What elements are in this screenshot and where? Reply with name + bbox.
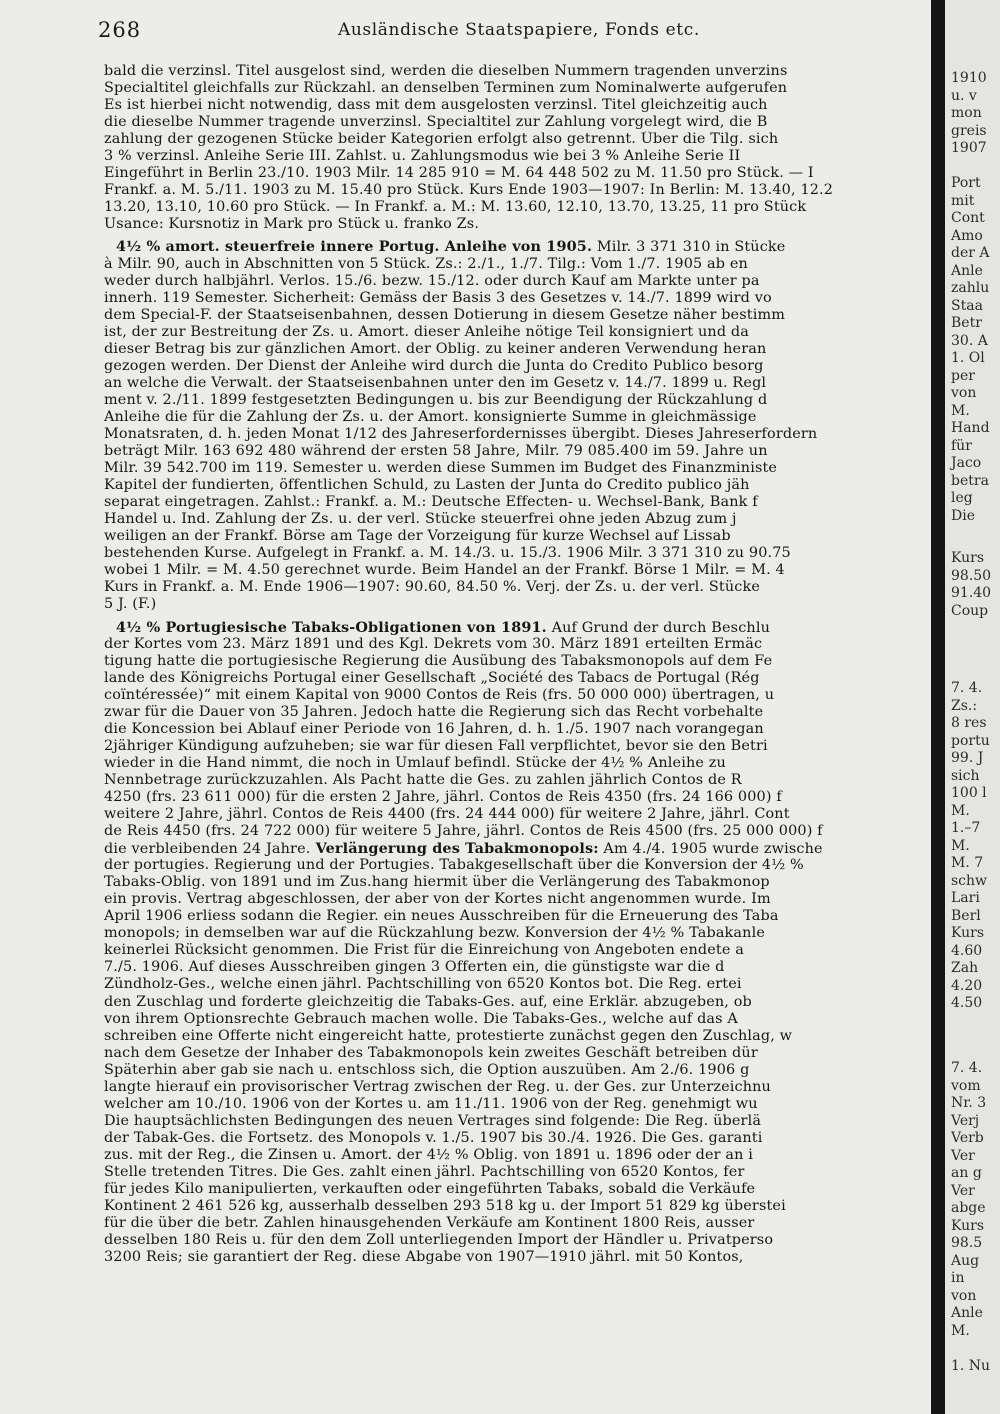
text-line <box>104 1028 930 1045</box>
line-text: der Kortes vom 23. März 1891 und des Kgl. Dekrets vom 30. März 1891 erteilten Ermäc <box>104 635 763 652</box>
neighbor-text-fragment: Zs.: <box>951 698 978 714</box>
line-text: dem Special-F. der Staatseisenbahnen, dessen Dotierung in diesem Gesetze näher bestimm <box>104 306 786 323</box>
line-text: von ihrem Optionsrechte Gebrauch machen wolle. Die Tabaks-Ges., welche auf das A <box>104 1010 738 1027</box>
text-line <box>104 1181 930 1198</box>
text-line <box>104 772 930 789</box>
neighbor-text-fragment: 1.–7 <box>951 820 981 836</box>
text-line <box>104 80 930 97</box>
neighbor-text-fragment: M. <box>951 838 970 854</box>
text-line <box>104 341 930 358</box>
neighbor-text-fragment: Port <box>951 175 981 191</box>
line-text: 2jähriger Kündigung aufzuheben; sie war für diesen Fall verpflichtet, bevor sie den Betri <box>104 737 768 754</box>
line-text-tail: Auf Grund der durch Beschlu <box>546 619 770 636</box>
neighbor-text-fragment: leg <box>951 490 973 506</box>
line-text-tail: Milr. 3 371 310 in Stücke <box>592 239 786 256</box>
text-line <box>104 1130 930 1147</box>
neighbor-text-fragment: Verj <box>951 1113 980 1129</box>
neighbor-text-fragment: 4.60 <box>951 943 983 959</box>
neighbor-text-fragment: Ver <box>951 1148 975 1164</box>
line-text: April 1906 erliess sodann die Regier. ein neues Ausschreiben für die Erneuerung des Taba <box>104 908 779 925</box>
neighbor-text-fragment: Betr <box>951 315 982 331</box>
text-line <box>104 392 930 409</box>
neighbor-text-fragment: 100 l <box>951 785 987 801</box>
line-text: bald die verzinsl. Titel ausgelost sind, werden die dieselben Nummern tragenden unverzins <box>104 63 788 79</box>
neighbor-text-fragment: Jaco <box>951 455 982 471</box>
line-text: Monatsraten, d. h. jeden Monat 1/12 des Jahreserfordernisses übergibt. Dieses Jahreserfordern <box>104 425 818 442</box>
inline-heading: Verlängerung des Tabakmonopols: <box>310 840 599 858</box>
line-text: tigung hatte die portugiesische Regierung die Ausübung des Tabaksmonopols auf dem Fe <box>104 652 773 669</box>
line-text: Frankf. a. M. 5./11. 1903 zu M. 15.40 pro Stück. Kurs Ende 1903—1907: In Berlin: M. 13.40, 12.2 <box>104 182 834 199</box>
text-line <box>104 1062 930 1079</box>
text-line <box>104 596 930 613</box>
text-line <box>104 131 930 148</box>
line-text: Usance: Kursnotiz in Mark pro Stück u. franko Zs. <box>104 216 480 233</box>
text-line <box>104 721 930 738</box>
text-line <box>104 273 930 290</box>
text-line <box>104 182 930 199</box>
line-text: der Tabak-Ges. die Fortsetz. des Monopols v. 1./5. 1907 bis 30./4. 1926. Die Ges. garanti <box>104 1129 763 1146</box>
neighbor-text-fragment: Berl <box>951 908 981 924</box>
line-text: weiligen an der Frankf. Börse am Tage der Vorzeigung für kurze Wechsel auf Lissab <box>104 528 731 545</box>
neighbor-text-fragment: 4.20 <box>951 978 983 994</box>
text-line <box>104 942 930 959</box>
text-line <box>104 619 930 636</box>
text-line <box>104 528 930 545</box>
neighbor-text-fragment: 91.40 <box>951 585 992 601</box>
line-text: Stelle tretenden Titres. Die Ges. zahlt einen jährl. Pachtschilling von 6520 Kontos, fer <box>104 1164 745 1180</box>
neighbor-text-fragment: 98.50 <box>951 568 992 584</box>
text-line <box>104 1215 930 1232</box>
line-text: 13.20, 13.10, 10.60 pro Stück. — In Frankf. a. M.: M. 13.60, 12.10, 13.70, 13.25, 11 pro Stück <box>104 199 807 216</box>
line-text: 7./5. 1906. Auf dieses Ausschreiben gingen 3 Offerten ein, die günstigste war die d <box>104 959 725 976</box>
line-text: Kapitel der fundierten, öffentlichen Schuld, zu Lasten der Junta do Credito publico jäh <box>104 477 750 494</box>
text-line <box>104 511 930 528</box>
line-text: Kurs in Frankf. a. M. Ende 1906—1907: 90.60, 84.50 %. Verj. der Zs. u. der verl. Stücke <box>104 579 760 596</box>
text-line <box>104 409 930 426</box>
text-line <box>104 426 930 443</box>
text-line <box>104 375 930 392</box>
neighbor-text-fragment: Lari <box>951 890 980 906</box>
neighbor-text-fragment: an g <box>951 1165 982 1181</box>
text-line <box>104 148 930 165</box>
text-line <box>104 755 930 772</box>
text-line <box>104 994 930 1011</box>
text-line <box>104 97 930 114</box>
neighbor-text-fragment: greis <box>951 123 987 139</box>
line-text: weder durch halbjährl. Verlos. 15./6. bezw. 15./12. oder durch Kauf am Markte unter pa <box>104 272 760 289</box>
line-text: 3200 Reis; sie garantiert der Reg. diese Abgabe von 1907—1910 jährl. mit 50 Kontos, <box>104 1249 744 1266</box>
neighbor-text-fragment: Kurs <box>951 925 985 941</box>
text-line <box>104 636 930 653</box>
line-text: dieser Betrag bis zur gänzlichen Amort. der Oblig. zu keiner anderen Verwendung heran <box>104 340 767 357</box>
line-text: 5 J. (F.) <box>104 596 157 613</box>
running-head: Ausländische Staatspapiere, Fonds etc. <box>338 20 700 40</box>
line-text: Die hauptsächlichsten Bedingungen des neuen Vertrages sind folgende: Die Reg. überlä <box>104 1112 762 1129</box>
line-text: 4250 (frs. 23 611 000) für die ersten 2 Jahre, jährl. Contos de Reis 4350 (frs. 24 166 000) f <box>104 788 782 805</box>
neighbor-text-fragment: Nr. 3 <box>951 1095 987 1111</box>
neighbor-text-fragment: 30. A <box>951 333 988 349</box>
line-text: schreiben eine Offerte nicht eingereicht hatte, protestierte zunächst gegen den Zuschlag, w <box>104 1027 793 1044</box>
line-text: nach dem Gesetze der Inhaber des Tabakmonopols kein zweites Geschäft betreiben dür <box>104 1044 758 1061</box>
line-text: separat eingetragen. Zahlst.: Frankf. a. M.: Deutsche Effecten- u. Wechsel-Bank, Bank f <box>104 494 758 511</box>
neighbor-text-fragment: 8 res <box>951 715 987 731</box>
section-heading: 4½ % Portugiesische Tabaks-Obligationen von 1891. <box>116 618 547 636</box>
neighbor-text-fragment: der A <box>951 245 990 261</box>
text-line <box>104 545 930 562</box>
text-line <box>104 891 930 908</box>
line-text: Kontinent 2 461 526 kg, ausserhalb desselben 293 518 kg u. der Import 51 829 kg überstei <box>104 1198 786 1215</box>
text-line <box>104 1079 930 1096</box>
line-text: Nennbetrage zurückzuzahlen. Als Pacht hatte die Ges. zu zahlen jährlich Contos de R <box>104 771 742 788</box>
line-text: zus. mit der Reg., die Zinsen u. Amort. der 4½ % Oblig. von 1891 u. 1896 oder der an i <box>104 1146 753 1163</box>
line-text: beträgt Milr. 163 692 480 während der ersten 58 Jahre, Milr. 79 085.400 im 59. Jahre un <box>104 443 768 460</box>
line-text: wieder in die Hand nimmt, die noch in Umlauf befindl. Stücke der 4½ % Anleihe zu <box>104 754 726 771</box>
neighbor-text-fragment: 7. 4. <box>951 1060 983 1076</box>
text-line <box>104 840 930 857</box>
neighbor-text-fragment: 99. J <box>951 750 984 766</box>
text-line <box>104 823 930 840</box>
line-text: ment v. 2./11. 1899 festgesetzten Bedingungen u. bis zur Beendigung der Rückzahlung d <box>104 391 768 408</box>
line-text: monopols; in demselben war auf die Rückzahlung bezw. Konversion der 4½ % Tabakanle <box>104 925 765 942</box>
neighbor-text-fragment: portu <box>951 733 990 749</box>
text-line <box>104 1096 930 1113</box>
neighbor-text-fragment: 1907 <box>951 140 987 156</box>
neighbor-text-fragment: mit <box>951 193 975 209</box>
neighbor-text-fragment: zahlu <box>951 280 990 296</box>
line-text: keinerlei Rücksicht genommen. Die Frist für die Einreichung von Angeboten endete a <box>104 942 744 959</box>
neighbor-text-fragment: Coup <box>951 603 989 619</box>
neighbor-text-fragment: 7. 4. <box>951 680 983 696</box>
neighbor-text-fragment: Staa <box>951 298 983 314</box>
text-line <box>104 1232 930 1249</box>
text-line <box>104 1045 930 1062</box>
neighbor-text-fragment: per <box>951 368 975 384</box>
neighbor-text-fragment: für <box>951 438 972 454</box>
line-text: 3 % verzinsl. Anleihe Serie III. Zahlst. u. Zahlungsmodus wie bei 3 % Anleihe Serie II <box>104 148 741 165</box>
neighbor-text-fragment: Amo <box>951 228 983 244</box>
neighbor-text-fragment: M. <box>951 803 970 819</box>
line-text: den Zuschlag und forderte gleichzeitig die Tabaks-Ges. auf, eine Erklär. abzugeben, ob <box>104 993 752 1010</box>
line-text: der portugies. Regierung und der Portugies. Tabakgesellschaft über die Konversion der 4½ % <box>104 857 804 874</box>
text-line <box>104 1249 930 1266</box>
line-text: de Reis 4450 (frs. 24 722 000) für weitere 5 Jahre, jährl. Contos de Reis 4500 (frs. 25 000 000) f <box>104 823 823 840</box>
neighbor-text-fragment: Zah <box>951 960 979 976</box>
text-line <box>104 307 930 324</box>
line-text: Es ist hierbei nicht notwendig, dass mit dem ausgelosten verzinsl. Titel gleichzeitig auch <box>104 97 768 114</box>
text-line <box>104 670 930 687</box>
body-text <box>104 63 930 1266</box>
line-text: wobei 1 Milr. = M. 4.50 gerechnet wurde. Beim Handel an der Frankf. Börse 1 Milr. = M. 4 <box>104 562 785 579</box>
text-line <box>104 216 930 233</box>
neighbor-text-fragment: 4.50 <box>951 995 983 1011</box>
line-text: die dieselbe Nummer tragende unverzinsl. Specialtitel zur Zahlung vorgelegt wird, die B <box>104 114 768 131</box>
line-text: welcher am 10./10. 1906 von der Kortes u. am 11./11. 1906 von der Reg. genehmigt wu <box>104 1095 758 1112</box>
text-line <box>104 687 930 704</box>
line-text: die verbleibenden 24 Jahre. <box>104 841 311 858</box>
line-text: lande des Königreichs Portugal einer Gesellschaft „Société des Tabacs de Portugal (Rég <box>104 669 760 686</box>
text-line <box>104 494 930 511</box>
text-line <box>104 908 930 925</box>
neighbor-text-fragment: Kurs <box>951 550 985 566</box>
neighbor-text-fragment: Die <box>951 508 975 524</box>
neighbor-text-fragment: abge <box>951 1200 986 1216</box>
adjacent-page-fragment <box>945 0 1000 1414</box>
line-text: Milr. 39 542.700 im 119. Semester u. werden diese Summen im Budget des Finanzministe <box>104 460 778 477</box>
text-line <box>104 562 930 579</box>
line-text: für die über die betr. Zahlen hinausgehenden Verkäufe am Kontinent 1800 Reis, ausser <box>104 1215 755 1232</box>
neighbor-text-fragment: Kurs <box>951 1218 985 1234</box>
text-line <box>104 1147 930 1164</box>
text-line <box>104 789 930 806</box>
line-text: ein provis. Vertrag abgeschlossen, der aber von der Kortes nicht angenommen wurde. Im <box>104 891 771 908</box>
line-text: gezogen werden. Der Dienst der Anleihe wird durch die Junta do Credito Publico besorg <box>104 357 764 374</box>
line-text: Tabaks-Oblig. von 1891 und im Zus.hang hiermit über die Verlängerung des Tabakmonop <box>104 874 770 891</box>
line-text: an welche die Verwalt. der Staatseisenbahnen unter den im Gesetz v. 14./7. 1899 u. Regl <box>104 374 767 391</box>
neighbor-text-fragment: Hand <box>951 420 990 436</box>
text-line <box>104 704 930 721</box>
text-line <box>104 1198 930 1215</box>
line-text: zwar für die Dauer von 35 Jahren. Jedoch hatte die Regierung sich das Recht vorbehalte <box>104 703 764 720</box>
neighbor-text-fragment: mon <box>951 105 982 121</box>
text-line <box>104 874 930 891</box>
text-line <box>104 199 930 216</box>
line-text: weitere 2 Jahre, jährl. Contos de Reis 4400 (frs. 24 444 000) für weitere 2 Jahre, jährl. Cont <box>104 806 790 823</box>
line-text: Zündholz-Ges., welche einen jährl. Pachtschilling von 6520 Kontos bot. Die Reg. ertei <box>104 976 742 993</box>
text-line <box>104 238 930 255</box>
line-text: Handel u. Ind. Zahlung der Zs. u. der verl. Stücke steuerfrei ohne jeden Abzug zum j <box>104 511 737 528</box>
neighbor-text-fragment: betra <box>951 473 989 489</box>
text-line <box>104 738 930 755</box>
neighbor-text-fragment: Anle <box>951 263 983 279</box>
neighbor-text-fragment: schw <box>951 873 988 889</box>
neighbor-text-fragment: Ver <box>951 1183 975 1199</box>
text-line <box>104 114 930 131</box>
text-line <box>104 477 930 494</box>
line-text: à Milr. 90, auch in Abschnitten von 5 Stück. Zs.: 2./1., 1./7. Tilg.: Vom 1./7. 1905 ab en <box>104 255 748 272</box>
line-text: bestehenden Kurse. Aufgelegt in Frankf. a. M. 14./3. u. 15./3. 1906 Milr. 3 371 310 zu 90.75 <box>104 545 791 562</box>
section-heading: 4½ % amort. steuerfreie innere Portug. Anleihe von 1905. <box>116 238 593 256</box>
text-line <box>104 324 930 341</box>
text-line <box>104 256 930 273</box>
text-line <box>104 443 930 460</box>
neighbor-text-fragment: u. v <box>951 88 977 104</box>
neighbor-text-fragment: 1910 <box>951 70 987 86</box>
neighbor-text-fragment: vom <box>951 1078 981 1094</box>
line-text: innerh. 119 Semester. Sicherheit: Gemäss der Basis 3 des Gesetzes v. 14./7. 1899 wird vo <box>104 289 772 306</box>
line-text: Eingeführt in Berlin 23./10. 1903 Milr. 14 285 910 = M. 64 448 502 zu M. 11.50 pro Stück. — I <box>104 165 814 182</box>
page-number: 268 <box>98 18 142 42</box>
neighbor-text-fragment: von <box>951 385 977 401</box>
line-text: langte hierauf ein provisorischer Vertrag zwischen der Reg. u. der Ges. zur Unterzeichnu <box>104 1078 771 1095</box>
neighbor-text-fragment: M. <box>951 403 970 419</box>
text-line <box>104 857 930 874</box>
page-header <box>98 18 898 48</box>
neighbor-text-fragment: sich <box>951 768 980 784</box>
line-text: zahlung der gezogenen Stücke beider Kategorien erfolgt also getrennt. Über die Tilg. sich <box>104 131 779 148</box>
text-line <box>104 925 930 942</box>
line-text: desselben 180 Reis u. für den dem Zoll unterliegenden Import der Händler u. Privatperso <box>104 1232 774 1249</box>
neighbor-text-fragment: in <box>951 1270 965 1286</box>
text-line <box>104 290 930 307</box>
text-line <box>104 1113 930 1130</box>
text-line <box>104 165 930 182</box>
neighbor-text-fragment: M. <box>951 1323 970 1339</box>
neighbor-text-fragment: Anle <box>951 1305 983 1321</box>
neighbor-text-fragment: M. 7 <box>951 855 984 871</box>
line-text: die Koncession bei Ablauf einer Periode von 16 Jahren, d. h. 1./5. 1907 nach vorangegan <box>104 720 764 737</box>
neighbor-text-fragment: 98.5 <box>951 1235 983 1251</box>
line-text: ist, der zur Bestreitung der Zs. u. Amort. dieser Anleihe nötige Teil konsigniert und da <box>104 323 750 340</box>
neighbor-text-fragment: 1. Nu <box>951 1358 991 1374</box>
line-text: coïntéressée)“ mit einem Kapital von 9000 Contos de Reis (frs. 50 000 000) übertragen, u <box>104 686 775 703</box>
neighbor-text-fragment: Cont <box>951 210 985 226</box>
text-line <box>104 1011 930 1028</box>
text-line <box>104 358 930 375</box>
neighbor-text-fragment: 1. Ol <box>951 350 985 366</box>
line-text: für jedes Kilo manipulierten, verkauften oder eingeführten Tabaks, sobald die Verkäufe <box>104 1181 756 1198</box>
text-line <box>104 653 930 670</box>
text-line <box>104 63 930 80</box>
line-text: Anleihe die für die Zahlung der Zs. u. der Amort. konsignierte Summe in gleichmässige <box>104 408 757 425</box>
text-line <box>104 460 930 477</box>
line-text-tail: Am 4./4. 1905 wurde zwische <box>598 841 823 858</box>
text-line <box>104 1164 930 1181</box>
neighbor-text-fragment: von <box>951 1288 977 1304</box>
text-line <box>104 959 930 976</box>
text-line <box>104 579 930 596</box>
book-gutter <box>931 0 945 1414</box>
line-text: Späterhin aber gab sie nach u. entschloss sich, die Option auszuüben. Am 2./6. 1906 g <box>104 1061 750 1078</box>
line-text: Specialtitel gleichfalls zur Rückzahl. an denselben Terminen zum Nominalwerte aufgerufen <box>104 80 788 97</box>
neighbor-text-fragment: Verb <box>951 1130 984 1146</box>
text-line <box>104 806 930 823</box>
text-line <box>104 976 930 993</box>
neighbor-text-fragment: Aug <box>951 1253 980 1269</box>
